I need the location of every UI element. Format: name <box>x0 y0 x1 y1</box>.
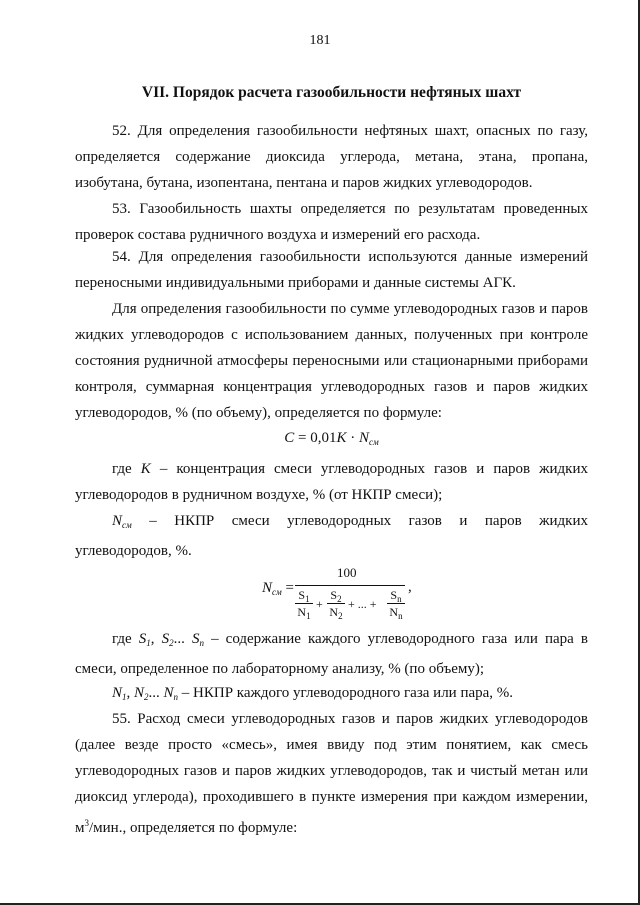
definition-k-prefix: где <box>112 461 141 477</box>
definition-n2: N <box>134 685 145 701</box>
formula-c-n: N <box>358 430 369 446</box>
definition-s-sep1: , <box>150 631 162 647</box>
definition-n-sep1: , <box>126 685 135 701</box>
formula-c-dot: · <box>346 430 359 446</box>
definition-ncm-text: – НКПР смеси углеводородных газов и паров жидких <box>131 513 588 529</box>
definition-n1-sub: 1 <box>122 692 127 702</box>
formula-c-lhs: C <box>284 430 295 446</box>
formula-c-n-sub: см <box>369 437 379 447</box>
paragraph-53: 53. Газообильность шахты определяется по результатам проведенных проверок состава рудничного воздуха и измерений его расхода. <box>75 201 588 243</box>
definition-sn: S <box>191 631 200 647</box>
paragraph-55-main: 55. Расход смеси углеводородных газов и паров жидких углеводородов (далее везде просто «смесь», имея ввиду под этим понятием, как смесь углеводородных газов и паров жидких углеводородов, так и чистый метан или диоксид углерода), проходившего в пункте измерения при каждом измерении, <box>75 711 588 805</box>
term-1-s-sub: 1 <box>305 594 310 604</box>
paragraph-54: 54. Для определения газообильности используются данные измерений переносными индивидуальными приборами и данные системы АГК. <box>75 249 588 291</box>
paragraph-55-unit-exp: 3 <box>84 818 89 828</box>
paragraph-52: 52. Для определения газообильности нефтяных шахт, опасных по газу, определяется содержание диоксида углерода, метана, этана, пропана, изобутана, бутана, изопентана, пентана и паров жидких углеводородов. <box>75 123 588 191</box>
definition-s2: S <box>161 631 170 647</box>
definition-s2-sub: 2 <box>169 638 174 648</box>
formula-ncm-denominator <box>295 587 405 623</box>
definition-ncm-line1 <box>112 508 588 534</box>
term-2 <box>327 587 345 620</box>
term-n-s-sub: n <box>397 594 402 604</box>
paragraph-sum-concentration: Для определения газообильности по сумме углеводородных газов и паров жидких углеводородов с использованием данных, полученных при контроле состояния рудничной атмосферы переносными или стационарными приборами контроля, суммарная концентрация углеводородных газов и паров жидких углеводородов, % (по объему), определяется по формуле: <box>75 301 588 421</box>
term-2-n: N <box>329 605 339 619</box>
definition-ncm-var: N <box>112 513 123 529</box>
term-n <box>387 587 405 620</box>
paragraph-55-unit: м <box>75 820 85 836</box>
formula-c <box>75 425 588 451</box>
definition-k-var: K <box>140 461 151 477</box>
formula-ncm-numerator: 100 <box>337 565 357 580</box>
term-1-s: S <box>298 588 306 602</box>
definition-k <box>75 456 588 508</box>
formula-ncm-eq: = <box>281 580 294 596</box>
definition-n-sep2: ... <box>148 685 164 701</box>
term-1-n-sub: 1 <box>306 611 311 621</box>
definition-nn-sub: n <box>173 692 179 702</box>
formula-ncm <box>262 565 462 625</box>
definition-s <box>75 626 588 682</box>
definition-n2-sub: 2 <box>144 692 149 702</box>
formula-ncm-lhs-sub: см <box>272 587 282 597</box>
formula-ncm-comma: , <box>408 579 412 595</box>
term-2-s: S <box>330 588 338 602</box>
formula-ncm-lhs <box>262 580 294 597</box>
definition-s1-sub: 1 <box>146 638 151 648</box>
formula-c-k: K <box>336 430 347 446</box>
term-n-s: S <box>390 588 398 602</box>
term-1 <box>295 587 313 620</box>
definition-s-text: – содержание каждого углеводородного газа или пара в смеси, определенное по лабораторному анализу, % (по объему); <box>75 631 589 677</box>
definition-n <box>112 680 588 706</box>
definition-sn-sub: n <box>199 638 204 648</box>
page-number: 181 <box>309 33 331 48</box>
definition-s-prefix: где <box>112 631 139 647</box>
paragraph-55 <box>75 706 588 841</box>
definition-nn: N <box>163 685 174 701</box>
formula-ncm-fraction-bar <box>295 585 405 586</box>
formula-c-eq: = 0,01 <box>294 430 337 446</box>
section-heading: VII. Порядок расчета газообильности нефтяных шахт <box>141 84 522 101</box>
term-1-n: N <box>297 605 307 619</box>
plus-1: + <box>316 597 323 611</box>
paragraph-55-tail: /мин., определяется по формуле: <box>89 820 298 836</box>
definition-s1: S <box>138 631 147 647</box>
definition-s-sep2: ... <box>173 631 192 647</box>
term-2-n-sub: 2 <box>338 611 343 621</box>
definition-n-text: – НКПР каждого углеводородного газа или пара, %. <box>178 685 514 701</box>
definition-k-text: – концентрация смеси углеводородных газов и паров жидких углеводородов в рудничном воздухе, % (от НКПР смеси); <box>75 461 588 503</box>
term-n-n-sub: n <box>398 611 403 621</box>
term-n-n: N <box>389 605 399 619</box>
definition-ncm-line2: углеводородов, %. <box>75 543 192 559</box>
definition-n1: N <box>112 685 123 701</box>
definition-ncm-sub: см <box>122 520 132 530</box>
term-2-s-sub: 2 <box>337 594 342 604</box>
plus-dots: + ... + <box>348 597 377 611</box>
formula-ncm-lhs-var: N <box>262 580 273 596</box>
